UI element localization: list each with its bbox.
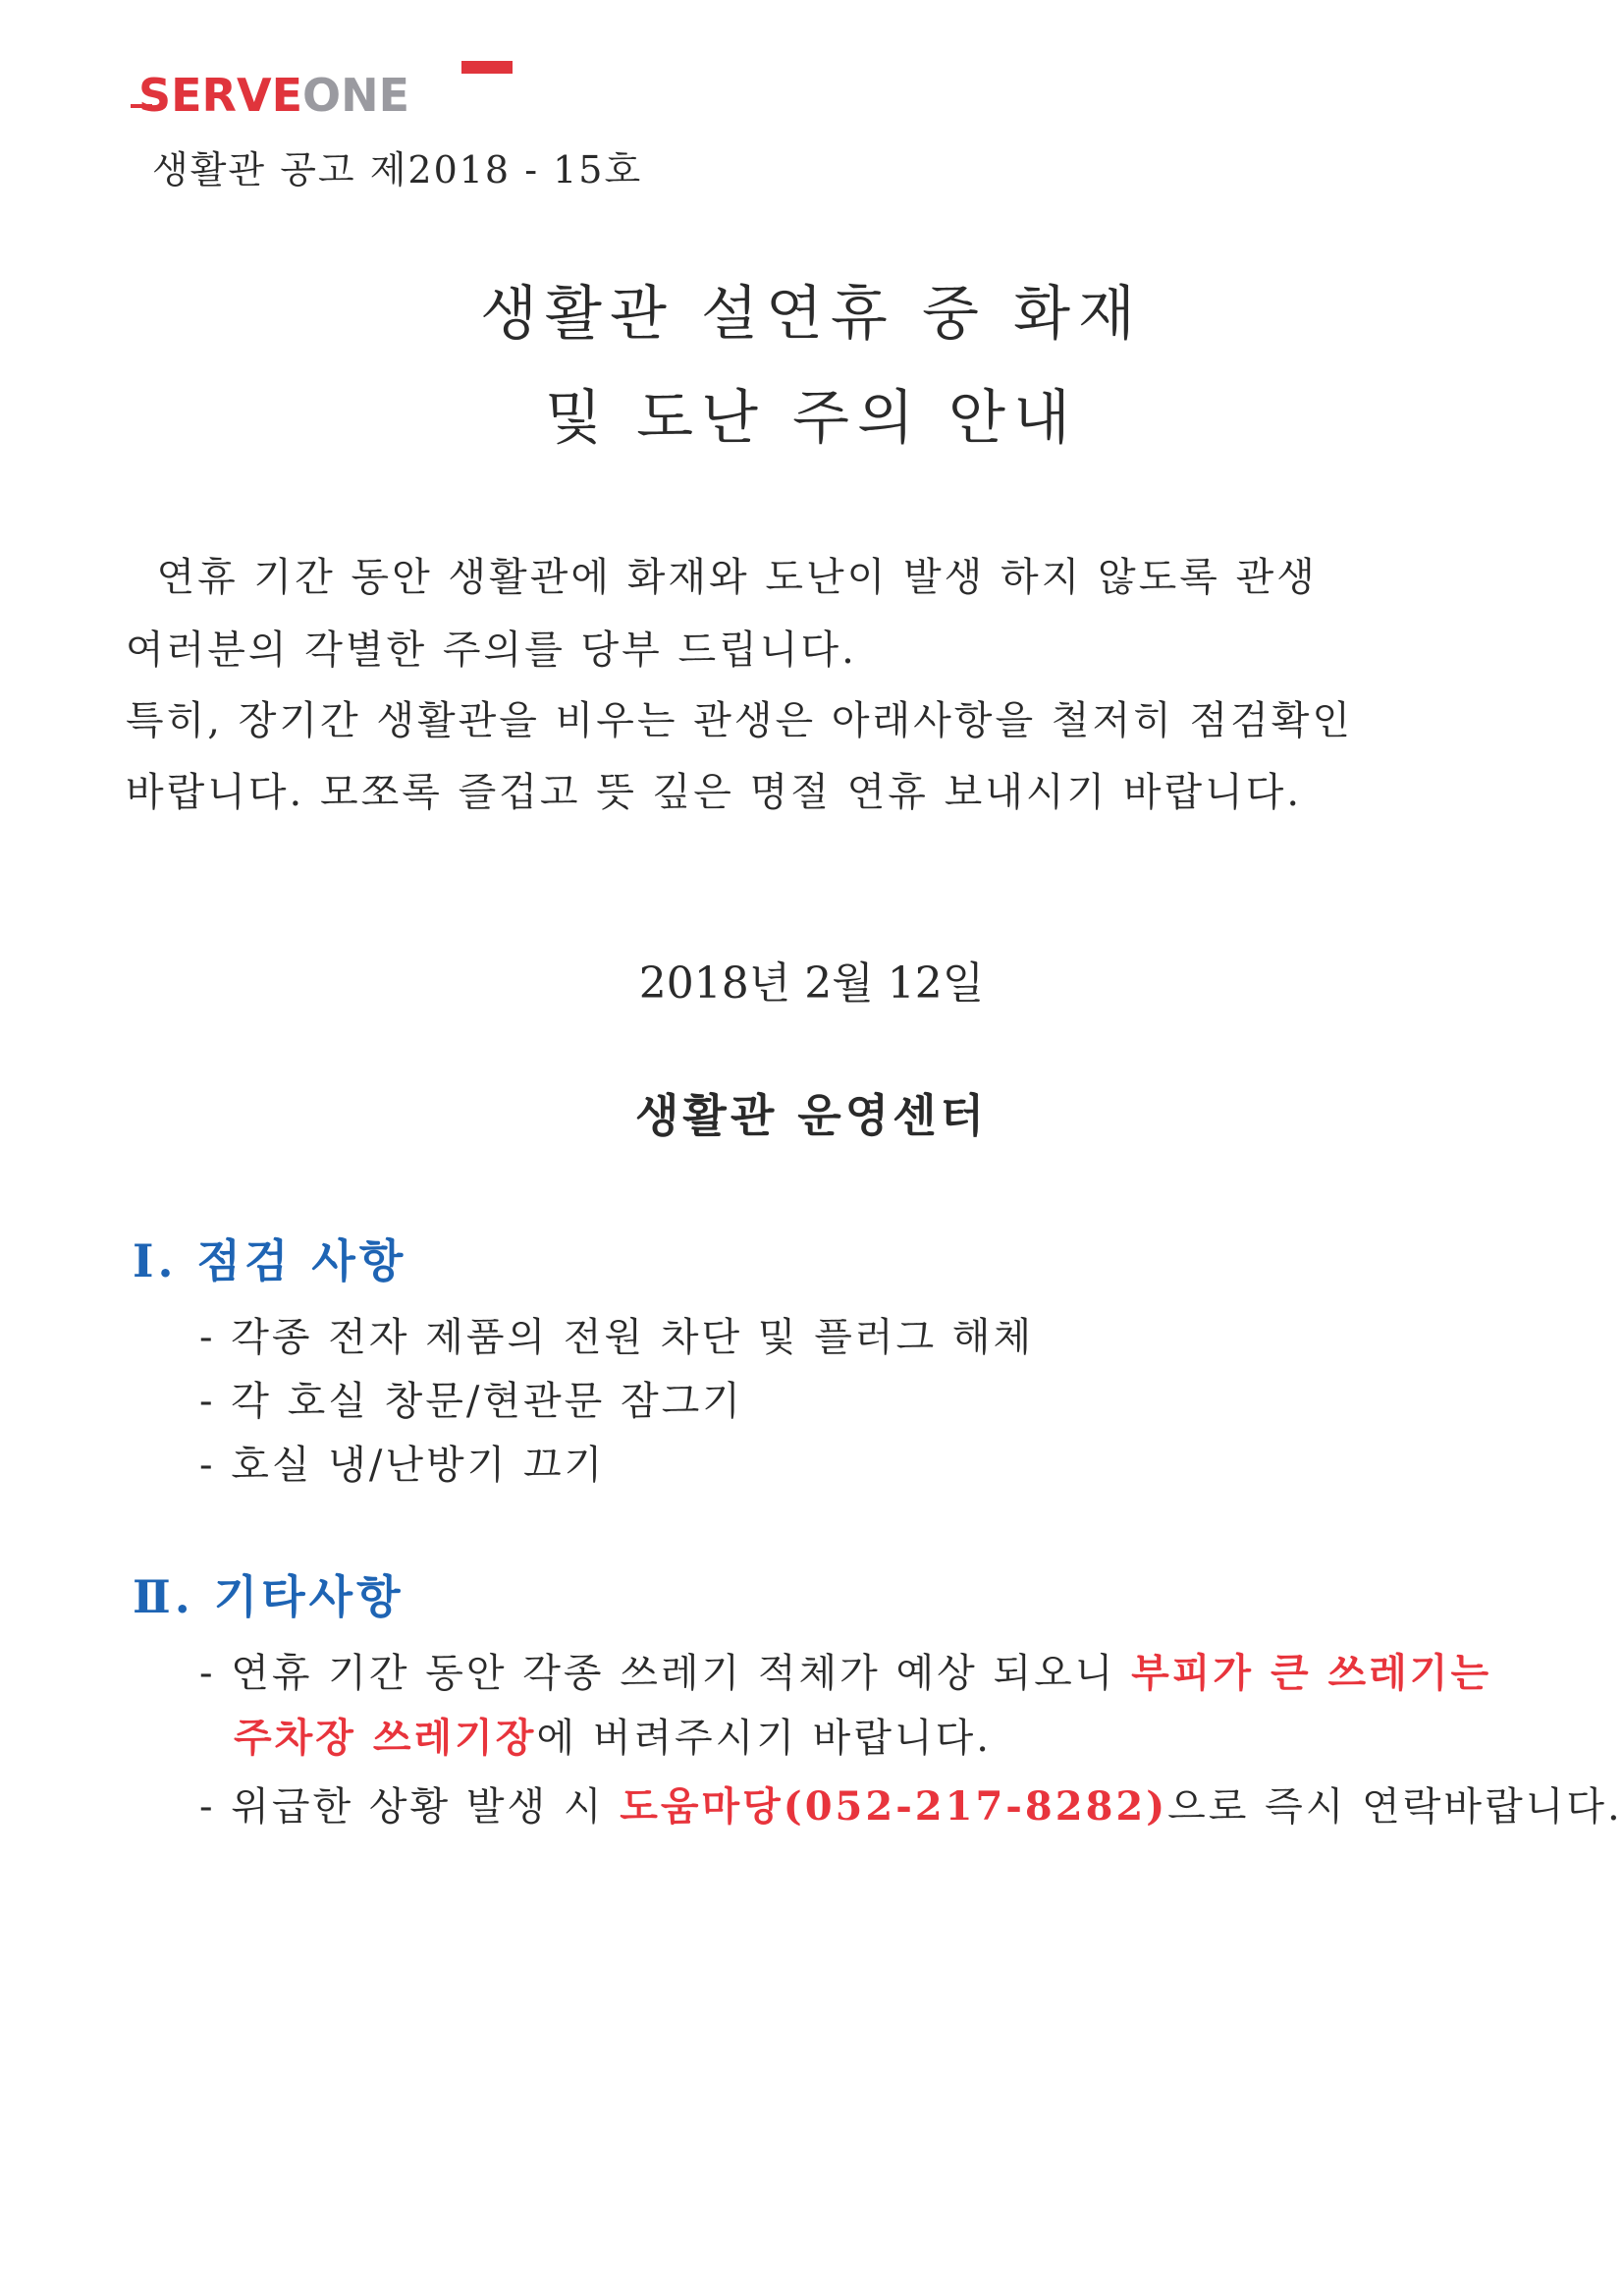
checklist-item: - 각종 전자 제품의 전원 차단 및 플러그 해체: [199, 1315, 1035, 1360]
logo-text-serve: SERVE: [138, 69, 302, 122]
other-item-1-line2: [234, 1707, 992, 1763]
intro-line-1: [126, 546, 1500, 602]
intro-line-1-text: 연휴 기간 동안 생활관에 화재와 도난이 발생 하지 않도록 관생: [156, 555, 1318, 600]
intro-line-3: 특히, 장기간 생활관을 비우는 관생은 아래사항을 철저히 점검확인: [126, 698, 1353, 743]
intro-line-4: 바랍니다. 모쪼록 즐겁고 뜻 깊은 명절 연휴 보내시기 바랍니다.: [126, 770, 1303, 815]
other-item-1-prefix: - 연휴 기간 동안 각종 쓰레기 적체가 예상 되오니: [199, 1651, 1132, 1696]
other-item-2-prefix: - 위급한 상황 발생 시: [199, 1784, 621, 1830]
checklist-item: - 호실 냉/난방기 끄기: [199, 1443, 606, 1488]
other-item-2: [199, 1776, 1623, 1831]
issuing-organization: 생활관 운영센터: [634, 1089, 989, 1142]
document-title-line2: 및 도난 주의 안내: [545, 384, 1078, 453]
bulky-waste-highlight: 부피가 큰 쓰레기는: [1131, 1650, 1492, 1696]
logo-text-one: ONE: [302, 69, 410, 122]
document-title-line1: 생활관 설연휴 중 화재: [480, 280, 1143, 349]
notice-number: 생활관 공고 제2018 - 15호: [152, 148, 643, 191]
logo-accent-bar: [461, 61, 513, 74]
parking-lot-waste-highlight: 주차장 쓰레기장: [234, 1715, 537, 1761]
intro-line-2: 여러분의 각별한 주의를 당부 드립니다.: [126, 628, 857, 673]
notice-date: 2018년 2월 12일: [638, 958, 985, 1009]
section-1-heading: Ⅰ. 점검 사항: [133, 1234, 407, 1287]
section-2-heading: Ⅱ. 기타사항: [133, 1570, 405, 1623]
other-item-1-line1: [199, 1642, 1491, 1698]
serveone-logo: [131, 61, 514, 130]
other-item-2-suffix: 으로 즉시 연락바랍니다.: [1167, 1784, 1623, 1830]
checklist-item: - 각 호실 창문/현관문 잠그기: [199, 1379, 743, 1424]
help-contact-highlight: 도움마당(052-217-8282): [620, 1783, 1168, 1830]
logo-text: [138, 69, 409, 122]
other-item-1-suffix: 에 버려주시기 바랍니다.: [536, 1716, 992, 1761]
